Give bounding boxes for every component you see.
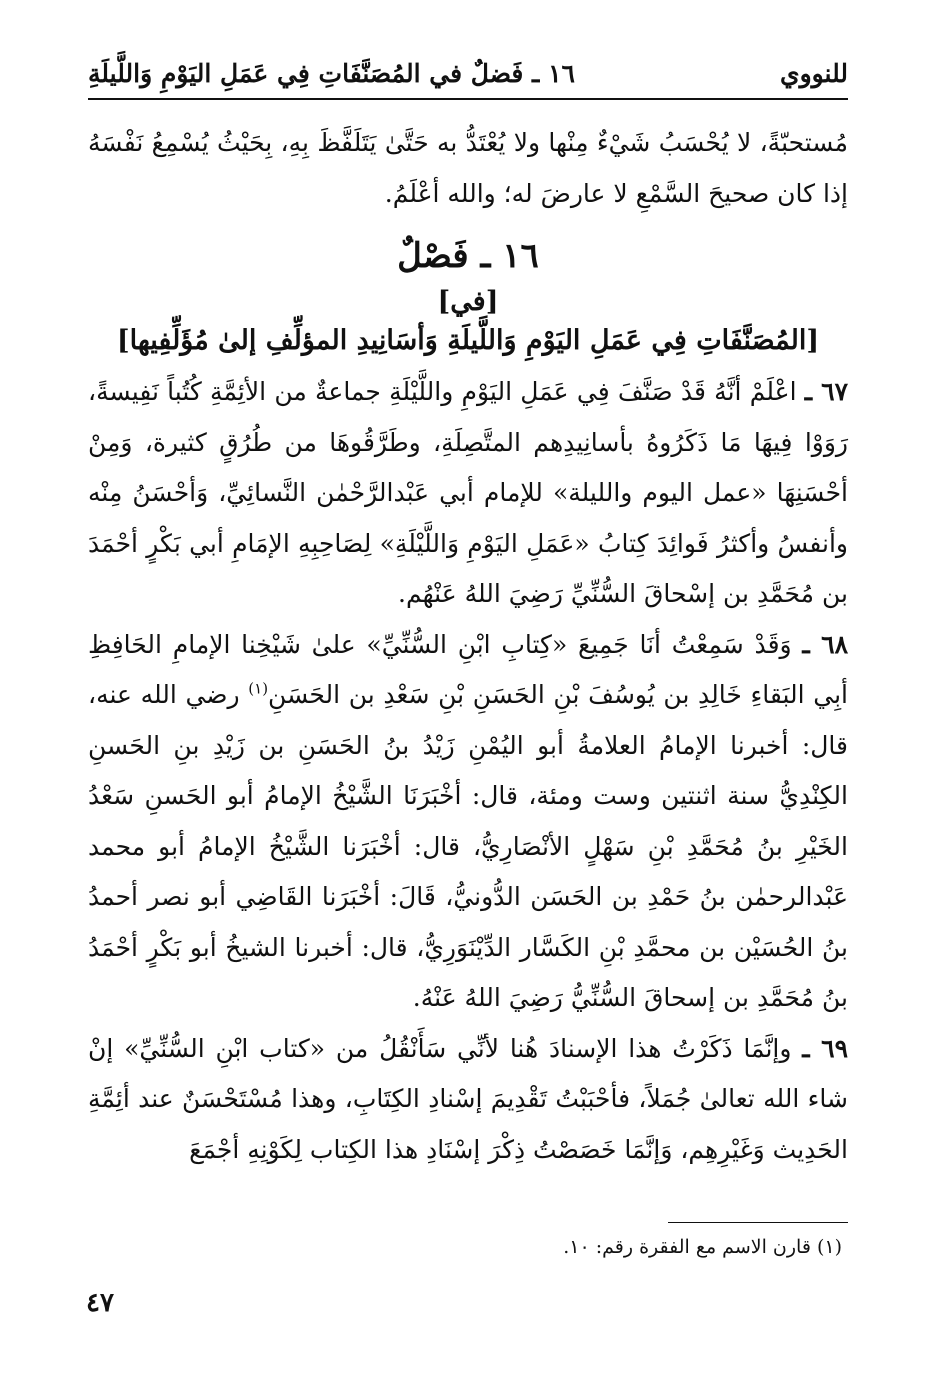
paragraph-number: ٦٧ ـ — [804, 377, 848, 406]
paragraph-text: اعْلَمْ أنَّهُ قَدْ صَنَّفَ فِي عَمَلِ اليَوْمِ واللَّيْلَةِ جماعةٌ من الأئِمَّةِ كُتُباً نَفِيسةً، رَوَوْا فِيهَا مَا ذَكَرُوهُ بأسانِيدِهم المتَّصِلَةِ، وطَرَّقُوهَا من طُرُقٍ كثيرة، وَمِنْ أحْسَنِهَا «عمل اليوم والليلة» للإمام أبي عَبْدالرَّحْمٰن النَّسائِيِّ، وَأحْسَنُ مِنْه وأنفسُ وأكثرُ فَوائِدَ كِتابُ «عَمَلِ اليَوْمِ وَاللَّيْلَةِ» لِصَاحِبِهِ الإمَامِ أبي بَكْرٍ أحْمَدَ بن مُحَمَّدِ بن إسْحاقَ السُّنِّيِّ رَضِيَ اللهُ عَنْهُم. — [88, 377, 848, 608]
header-author: للنووي — [780, 58, 848, 88]
chapter-title-line-1: [في] — [437, 286, 499, 317]
intro-paragraph: مُستحبّةً، لا يُحْسَبُ شَيْءٌ مِنْها ولا يُعْتَدُّ به حَتَّىٰ يَتَلَفَّظَ بِهِ، بِحَيْثُ يُسْمِعُ نَفْسَهُ إذا كان صحيحَ السَّمْعِ لا عارضَ له؛ والله أعْلَمُ. — [88, 128, 848, 208]
chapter-title-line-2: [المُصَنَّفَاتِ فِي عَمَلِ اليَوْمِ وَاللَّيلَةِ وَأسَانِيدِ المؤلِّفِ إلىٰ مُؤَلِّفِيها] — [116, 325, 820, 356]
page-number: ٤٧ — [86, 1288, 114, 1318]
footnote-reference[interactable]: (١) — [248, 679, 269, 698]
paragraph-text: وإنَّمَا ذَكَرْتُ هذا الإسنادَ هُنا لأنِّي سَأَنْقُلُ من «كتاب ابْنِ السُّنِّيِّ» إنْ شاء الله تعالىٰ جُمَلاً، فأحْبَبْتُ تَقْدِيمَ إسْنادِ الكِتَابِ، وهذا مُسْتَحْسَنٌ عند أئِمَّةِ الحَدِيث وَغَيْرِهِم، وَإنَّمَا خَصَصْتُ ذِكْرَ إسْنَادِ هذا الكِتاب لِكَوْنِهِ أجْمَعَ — [88, 1033, 848, 1164]
chapter-number: ١٦ ـ فَصْلٌ — [397, 236, 539, 276]
running-header — [88, 52, 848, 94]
header-section-title: ١٦ ـ فَضلٌ في المُصَنَّفَاتِ فِي عَمَلِ اليَوْمِ وَاللَّيلَةِ — [88, 58, 575, 88]
footnote: (١) قارن الاسم مع الفقرة رقم: ١٠. — [563, 1236, 842, 1258]
paragraph-text: وَقَدْ سَمِعْتُ أنَا جَمِيعَ «كِتابِ ابْنِ السُّنِّيِّ» علىٰ شَيْخِنا الإمامِ الحَافِظِ أبِي البَقاءِ خَالِدِ بن يُوسُفَ بْنِ الحَسَنِ بْنِ سَعْدِ بن الحَسَنِ — [88, 629, 849, 709]
paragraph-69 — [88, 1024, 848, 1176]
header-divider — [88, 98, 848, 100]
paragraph-number: ٦٩ ـ — [802, 1033, 849, 1063]
paragraph-number: ٦٨ ـ — [802, 629, 848, 659]
paragraph-text: رضي الله عنه، قال: أخبرنا الإمامُ العلامةُ أبو اليُمْنِ زَيْدُ بنُ الحَسَنِ بن زَيْدِ بنِ الحَسنِ الكِنْدِيُّ سنة اثنتين وست ومئة، قال: أخْبَرَنَا الشَّيْخُ الإمامُ أبو الحَسنِ سَعْدُ الخَيْرِ بنُ مُحَمَّدِ بْنِ سَهْلٍ الأنْصَارِيُّ، قال: أخْبَرَنا الشَّيْخُ الإمامُ أبو محمد عَبْدالرحمٰن بنُ حَمْدِ بن الحَسَن الدُّونيُّ، قَالَ: أخْبَرَنا القَاضِي أبو نصر أحمدُ بنُ الحُسَيْن بن محمَّدِ بْنِ الكَسَّار الدِّيْنَوَرِيُّ، قال: أخبرنا الشيخُ أبو بَكْرٍ أحْمَدُ بنُ مُحَمَّدِ بن إسحاقَ السُّنِّيُّ رَضِيَ اللهُ عَنْهُ. — [88, 680, 848, 1012]
footnote-divider — [668, 1222, 848, 1223]
paragraph-67 — [88, 367, 848, 620]
paragraph-68 — [88, 620, 848, 1024]
main-text — [88, 118, 848, 1175]
